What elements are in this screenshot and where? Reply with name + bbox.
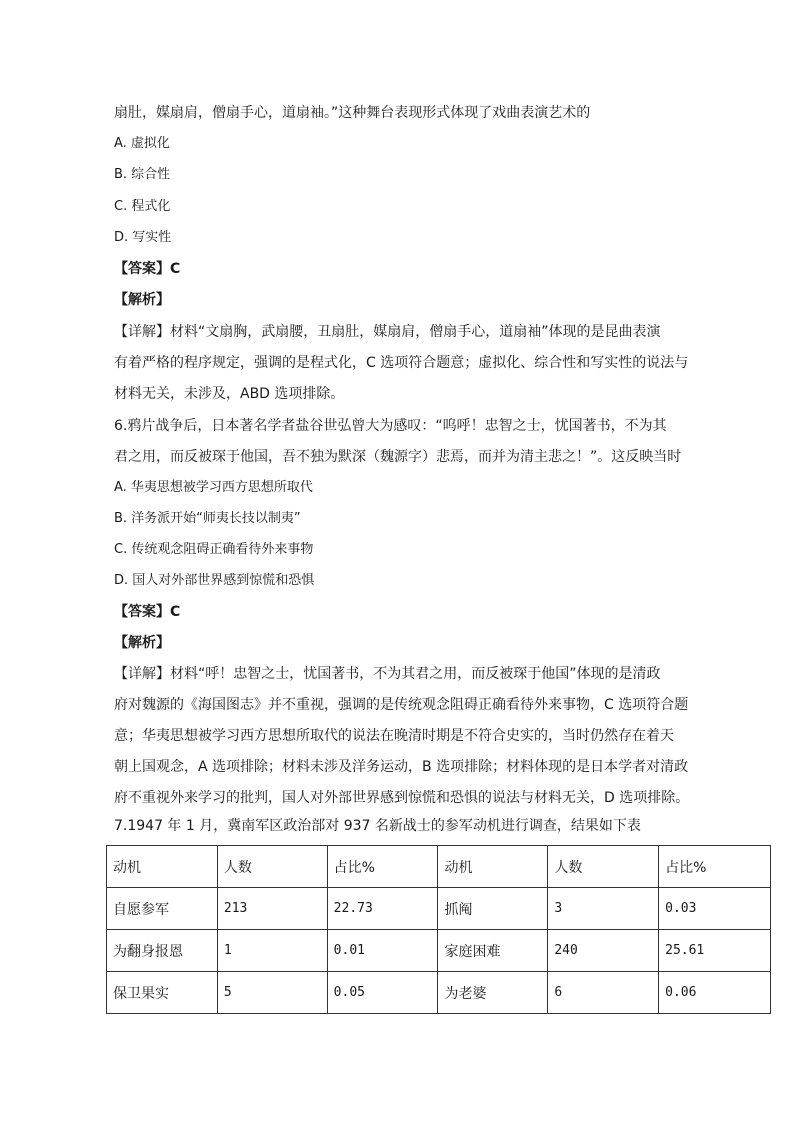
q6-explanation-line-4: 朝上国观念，A 选项排除；材料未涉及洋务运动，B 选项排除；材料体现的是日本学者对清政 (114, 759, 689, 775)
table-cell: 5 (217, 972, 327, 1014)
table-row (107, 972, 771, 1014)
q6-option-a: A. 华夷思想被学习西方思想所取代 (114, 480, 313, 495)
table-cell: 为老婆 (438, 972, 548, 1014)
header-cell: 动机 (438, 846, 548, 888)
table-cell: 0.05 (327, 972, 438, 1014)
table-cell: 为翻身报恩 (107, 930, 218, 972)
table-cell: 3 (548, 888, 659, 930)
enlistment-motive-table (106, 845, 771, 1014)
q5-explanation-line-2: 有着严格的程序规定，强调的是程式化，C 选项符合题意；虚拟化、综合性和写实性的说法与 (114, 355, 689, 371)
q6-explanation-line-2: 府对魏源的《海国图志》并不重视，强调的是传统观念阻碍正确看待外来事物，C 选项符合题 (114, 697, 689, 713)
table-cell: 25.61 (659, 930, 771, 972)
q6-explanation-line-1: 【详解】材料“呼！忠智之士，忧国著书，不为其君之用，而反被琛于他国”体现的是清政 (114, 666, 661, 682)
header-cell: 占比% (659, 846, 771, 888)
header-cell: 人数 (548, 846, 659, 888)
q6-option-b: B. 洋务派开始“师夷长技以制夷” (114, 511, 301, 526)
table-header-row (107, 846, 771, 888)
table-cell: 213 (217, 888, 327, 930)
table-cell: 自愿参军 (107, 888, 218, 930)
header-cell: 占比% (327, 846, 438, 888)
q5-option-d: D. 写实性 (114, 230, 172, 245)
question-7-stem: 7.1947 年 1 月，冀南军区政治部对 937 名新战士的参军动机进行调查，结果如下表 (114, 818, 641, 834)
table-cell: 240 (548, 930, 659, 972)
q5-analysis-heading: 【解析】 (114, 292, 170, 308)
table-cell: 0.03 (659, 888, 771, 930)
q6-option-d: D. 国人对外部世界感到惊慌和恐惧 (114, 573, 315, 588)
table-row (107, 930, 771, 972)
q5-explanation-line-3: 材料无关，未涉及，ABD 选项排除。 (114, 386, 345, 402)
table-cell: 0.01 (327, 930, 438, 972)
table-cell: 1 (217, 930, 327, 972)
question-5-stem-end: 扇肚，媒扇肩，僧扇手心，道扇袖。”这种舞台表现形式体现了戏曲表演艺术的 (114, 105, 591, 121)
table-cell: 22.73 (327, 888, 438, 930)
question-6-stem-line-2: 君之用，而反被琛于他国，吾不独为默深（魏源字）悲焉，而并为清主悲之！”。这反映当时 (114, 449, 682, 465)
q6-explanation-line-5: 府不重视外来学习的批判，国人对外部世界感到惊慌和恐惧的说法与材料无关，D 选项排除。 (114, 790, 690, 806)
q5-option-a: A. 虚拟化 (114, 136, 170, 151)
table-cell: 0.06 (659, 972, 771, 1014)
q6-analysis-heading: 【解析】 (114, 635, 170, 651)
table-cell: 6 (548, 972, 659, 1014)
header-cell: 人数 (217, 846, 327, 888)
table-row (107, 888, 771, 930)
table-cell: 家庭困难 (438, 930, 548, 972)
q5-option-b: B. 综合性 (114, 167, 171, 182)
q5-explanation-line-1: 【详解】材料“文扇胸，武扇腰，丑扇肚，媒扇肩，僧扇手心，道扇袖”体现的是昆曲表演 (114, 324, 661, 340)
header-cell: 动机 (107, 846, 218, 888)
q6-option-c: C. 传统观念阻碍正确看待外来事物 (114, 542, 314, 557)
question-6-stem-line-1: 6.鸦片战争后，日本著名学者盐谷世弘曾大为感叹：“呜呼！忠智之士，忧国著书，不为其 (114, 418, 667, 434)
q6-explanation-line-3: 意；华夷思想被学习西方思想所取代的说法在晚清时期是不符合史实的，当时仍然存在着天 (114, 728, 674, 744)
table-cell: 抓阄 (438, 888, 548, 930)
table-cell: 保卫果实 (107, 972, 218, 1014)
q5-option-c: C. 程式化 (114, 199, 171, 214)
q5-answer: 【答案】C (114, 261, 181, 277)
q6-answer: 【答案】C (114, 604, 181, 620)
